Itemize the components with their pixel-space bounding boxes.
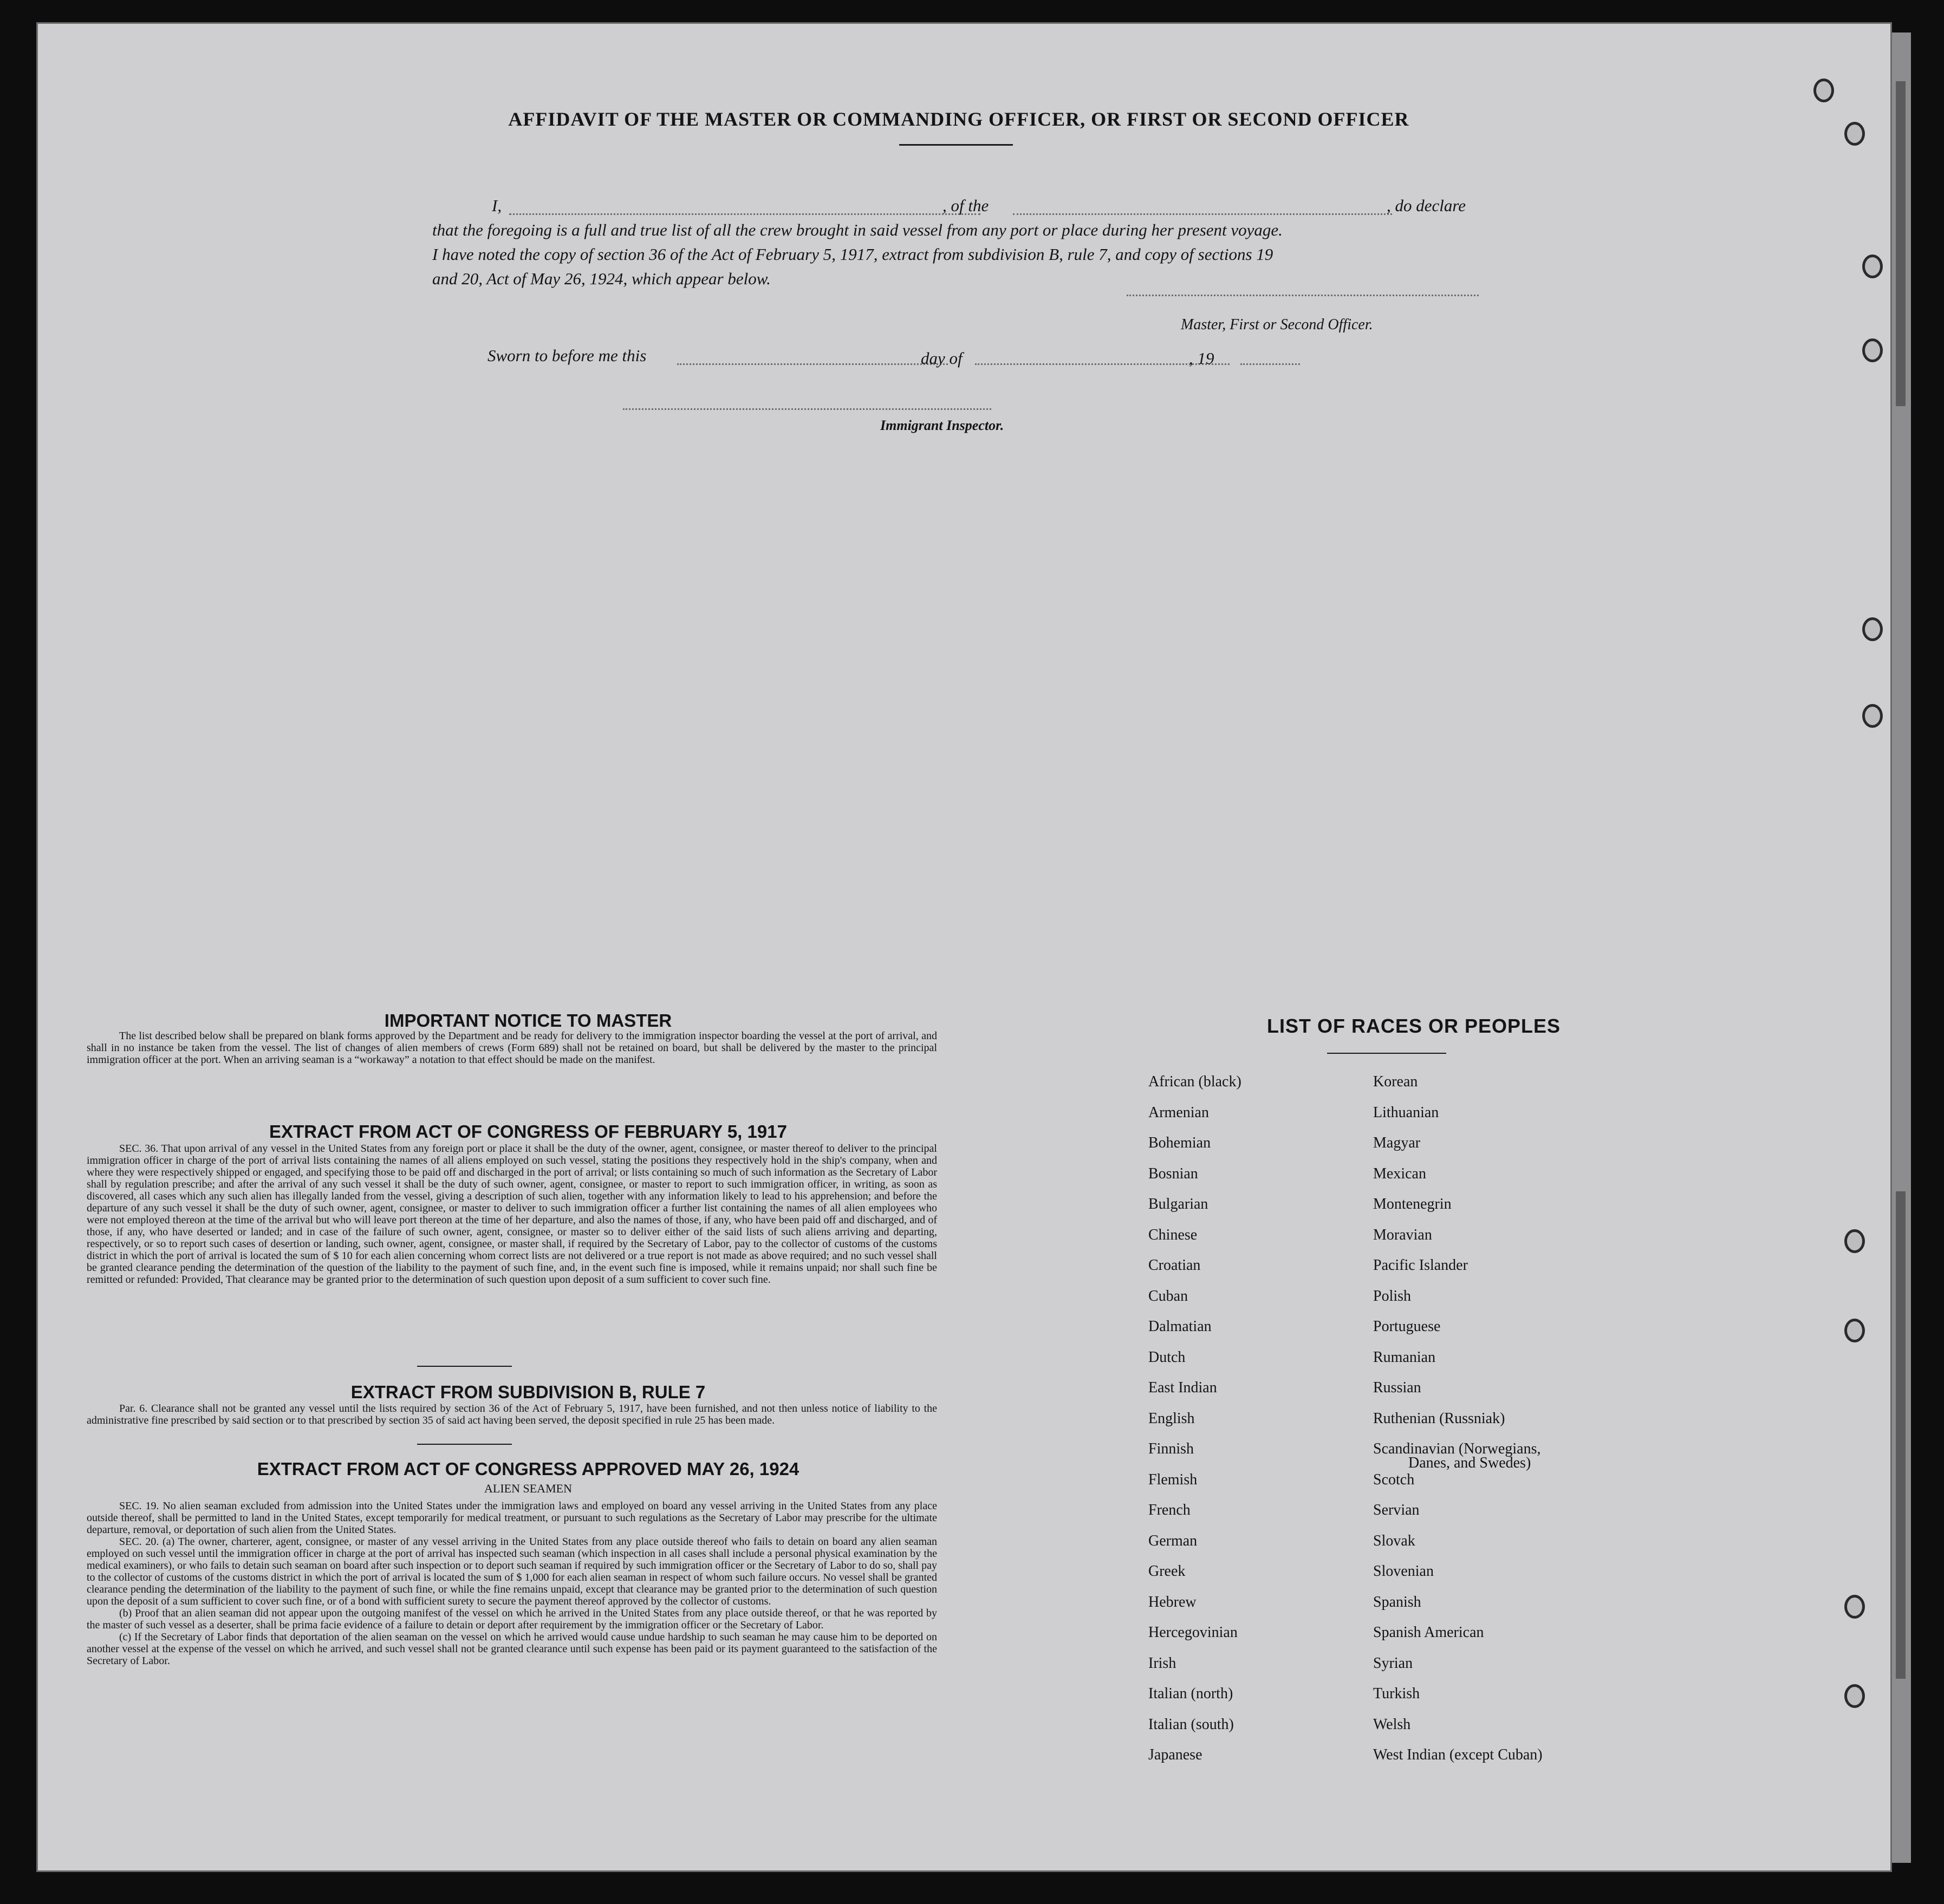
race-item: Italian (south) (1148, 1716, 1234, 1733)
officer-signature-line (1127, 295, 1479, 296)
race-item: Slovenian (1373, 1563, 1434, 1580)
notice-title: IMPORTANT NOTICE TO MASTER (384, 1010, 672, 1031)
race-item: Japanese (1148, 1746, 1202, 1763)
race-item: Armenian (1148, 1104, 1209, 1121)
races-right-column (1373, 1074, 1543, 1778)
affidavit-i-label: I, (492, 196, 502, 215)
affidavit-do-declare: , do declare (1387, 196, 1466, 215)
race-item: Irish (1148, 1654, 1176, 1672)
race-item: Dutch (1148, 1348, 1186, 1366)
extract-1924-body (87, 1500, 937, 1667)
race-item: Turkish (1373, 1685, 1420, 1702)
sec-20c-text: (c) If the Secretary of Labor finds that deportation of the alien seaman on the vessel on which he arrived would cause undue hardship to such seaman he may cause him to be deported on another vessel at the expense of the vessel on which he arrived, and such vessel shall not be granted clearance until such expense has been paid or its payment guaranteed to the satisfaction of the Secretary of Labor. (87, 1631, 937, 1667)
sec-19-text: SEC. 19. No alien seaman excluded from admission into the United States under the immigration laws and employed on board any vessel arriving in the United States from any place outside thereof, shall be permitted to land in the United States, except temporarily for medical treatment, or pursuant to such regulations as the Secretary of Labor may prescribe for the ultimate departure, removal, or deportation of such alien from the United States. (87, 1500, 937, 1536)
race-item: Flemish (1148, 1471, 1198, 1488)
race-item: German (1148, 1532, 1198, 1549)
rule7-title: EXTRACT FROM SUBDIVISION B, RULE 7 (350, 1382, 706, 1402)
title-underline (899, 144, 1013, 146)
races-title-underline (1327, 1053, 1446, 1054)
sec-20b-text: (b) Proof that an alien seaman did not appear upon the outgoing manifest of the vessel on which he arrived in the United States from any place outside thereof, or that he was reported by the master of such vessel as a deserter, shall be prima facie evidence of a failure to detain or deport after requirement by the immigration officer or the Secretary of Labor. (87, 1607, 937, 1631)
races-title: LIST OF RACES OR PEOPLES (1266, 1015, 1561, 1037)
day-of-label: day of (921, 349, 963, 368)
inspector-signature-line (623, 408, 991, 410)
race-item-scandinavian (1373, 1442, 1543, 1472)
race-item: Servian (1373, 1502, 1420, 1518)
race-item: Syrian (1373, 1654, 1413, 1672)
notice-body: The list described below shall be prepared on blank forms approved by the Department and be ready for delivery to the immigration inspector boarding the vessel at the port of arrival, and shall in no instance be taken from the vessel. The list of changes of alien members of crews (Form 689) shall not be retained on board, but shall be delivered by the master to the principal immigration officer at the port. When an arriving seaman is a “workaway” a notation to that effect should be made on the manifest. (87, 1030, 937, 1066)
affidavit-line-2: that the foregoing is a full and true list of all the crew brought in said vessel from any port or place during her present voyage. (432, 220, 1283, 239)
race-item-continuation: Danes, and Swedes) (1408, 1455, 1531, 1471)
name-blank-line (509, 213, 980, 215)
race-item: Portuguese (1373, 1318, 1441, 1335)
race-item: Croatian (1148, 1257, 1201, 1274)
race-item: Mexican (1373, 1165, 1426, 1182)
day-blank-line (677, 363, 948, 365)
race-item: English (1148, 1410, 1195, 1427)
page-edge-shadow (1896, 81, 1906, 406)
race-item: Welsh (1373, 1716, 1411, 1733)
race-item: Hebrew (1148, 1593, 1197, 1610)
race-item: Spanish American (1373, 1624, 1484, 1641)
section-divider (417, 1366, 512, 1367)
race-item: West Indian (except Cuban) (1373, 1746, 1543, 1763)
affidavit-title: AFFIDAVIT OF THE MASTER OR COMMANDING OFFICER, OR FIRST OR SECOND OFFICER (508, 108, 1409, 130)
document-page (38, 24, 1890, 1870)
race-item: Chinese (1148, 1226, 1198, 1243)
rule7-body: Par. 6. Clearance shall not be granted any vessel until the lists required by section 36 of the Act of February 5, 1917, have been furnished, and not then unless notice of liability to the administrative fine prescribed by said section or to that prescribed by section 35 of said act having been served, the deposit specified in rule 25 has been made. (87, 1403, 937, 1426)
extract-1917-body: SEC. 36. That upon arrival of any vessel in the United States from any foreign port or place it shall be the duty of the owner, agent, consignee, or master thereof to deliver to the principal immigration officer in charge of the port of arrival lists containing the names of all aliens employed on such vessel, stating the positions they respectively hold in the ship's company, when and where they were respectively shipped or engaged, and specifying those to be paid off and discharged in the port of arrival; or lists containing so much of such information as the Secretary of Labor shall by regulation prescribe; and after the arrival of any such vessel it shall be the duty of such owner, agent, consignee, or master to report to such immigration officer, in writing, as soon as discovered, all cases which any such alien has illegally landed from the vessel, giving a description of such alien, together with any information likely to lead to his apprehension; and before the departure of any such vessel it shall be the duty of such owner, agent, consignee, or master to deliver to such immigration officer a further list containing the names of all alien employees who were not employed thereon at the time of the arrival but who will leave port thereon at the time of her departure, and also the names of those, if any, who have been paid off and discharged, and of those, if any, who have deserted or landed; and in case of the failure of such owner, agent, consignee, or master so to deliver either of the said lists of such aliens arriving and departing, respectively, or so to report such cases of desertion or landing, such owner, agent, consignee, or master shall, if required by the Secretary of Labor, pay to the collector of customs of the customs district in which the port of arrival is located the sum of $ 10 for each alien concerning whom correct lists are not delivered or a true report is not made as above required; and no such vessel shall be granted clearance pending the determination of the question of the liability to the payment of such fine, and, in the event such fine is imposed, while it remains unpaid; nor shall such fine be remitted or refunded: Provided, That clearance may be granted prior to the determination of such question upon deposit of a sum sufficient to cover such fine. (87, 1143, 937, 1286)
section-divider (417, 1444, 512, 1445)
extract-1924-title: EXTRACT FROM ACT OF CONGRESS APPROVED MAY 26, 1924 (257, 1459, 799, 1479)
race-item: Bulgarian (1148, 1196, 1208, 1212)
race-item: French (1148, 1502, 1191, 1518)
race-item: Spanish (1373, 1593, 1421, 1610)
race-item: African (black) (1148, 1073, 1241, 1090)
race-item: Italian (north) (1148, 1685, 1233, 1702)
sworn-label: Sworn to before me this (487, 346, 647, 365)
officer-caption: Master, First or Second Officer. (1181, 316, 1373, 333)
race-item: Finnish (1148, 1440, 1194, 1457)
affidavit-line-3: I have noted the copy of section 36 of the Act of February 5, 1917, extract from subdivision B, rule 7, and copy of sections 19 (432, 245, 1273, 264)
race-item: Scotch (1373, 1471, 1415, 1488)
race-item: Bohemian (1148, 1134, 1211, 1151)
inspector-caption: Immigrant Inspector. (880, 418, 1004, 433)
race-item: Slovak (1373, 1532, 1415, 1549)
page-edge-shadow-lower (1896, 1191, 1906, 1679)
affidavit-line-4: and 20, Act of May 26, 1924, which appear below. (432, 269, 771, 288)
race-item: Montenegrin (1373, 1196, 1452, 1212)
sec-20a-text: SEC. 20. (a) The owner, charterer, agent, consignee, or master of any vessel arriving in the United States from any place outside thereof who fails to detain on board any alien seaman employed on such vessel until the immigration officer in charge at the port of arrival has inspected such seaman (which inspection in all cases shall include a personal physical examination by the medical examiners), or who fails to detain such seaman on board after such inspection or to deport such seaman if required by such immigration officer or the Secretary of Labor to do so, shall pay to the collector of customs of the customs district in which the port of arrival is located the sum of $ 1,000 for each alien seaman in respect of whom such failure occurs. No vessel shall be granted clearance pending the determination of the liability to the payment of such fine, or while the fine remains unpaid, except that clearance may be granted prior to the determination of such question upon the deposit of a sum sufficient to cover such fine, or of a bond with sufficient surety to secure the payment thereof approved by the collector of customs. (87, 1536, 937, 1607)
race-item: East Indian (1148, 1379, 1217, 1396)
race-item: Dalmatian (1148, 1318, 1212, 1335)
year-blank-line (1240, 363, 1300, 365)
races-left-column (1148, 1074, 1241, 1778)
race-item: Korean (1373, 1073, 1418, 1090)
race-item: Scandinavian (Norwegians, (1373, 1440, 1541, 1457)
race-item: Pacific Islander (1373, 1257, 1468, 1274)
race-item: Greek (1148, 1563, 1186, 1580)
race-item: Hercegovinian (1148, 1624, 1238, 1641)
race-item: Ruthenian (Russniak) (1373, 1410, 1505, 1427)
race-item: Bosnian (1148, 1165, 1198, 1182)
race-item: Russian (1373, 1379, 1421, 1396)
alien-seamen-subtitle: ALIEN SEAMEN (484, 1482, 572, 1495)
race-item: Lithuanian (1373, 1104, 1439, 1121)
vessel-blank-line (1013, 213, 1392, 215)
race-item: Cuban (1148, 1287, 1188, 1305)
affidavit-of-the: , of the (942, 196, 989, 215)
race-item: Polish (1373, 1287, 1412, 1305)
extract-1917-title: EXTRACT FROM ACT OF CONGRESS OF FEBRUARY 5, 1917 (269, 1121, 787, 1142)
race-item: Magyar (1373, 1134, 1421, 1151)
race-item: Moravian (1373, 1226, 1432, 1243)
year-prefix: , 19 (1189, 349, 1214, 368)
race-item: Rumanian (1373, 1348, 1436, 1366)
